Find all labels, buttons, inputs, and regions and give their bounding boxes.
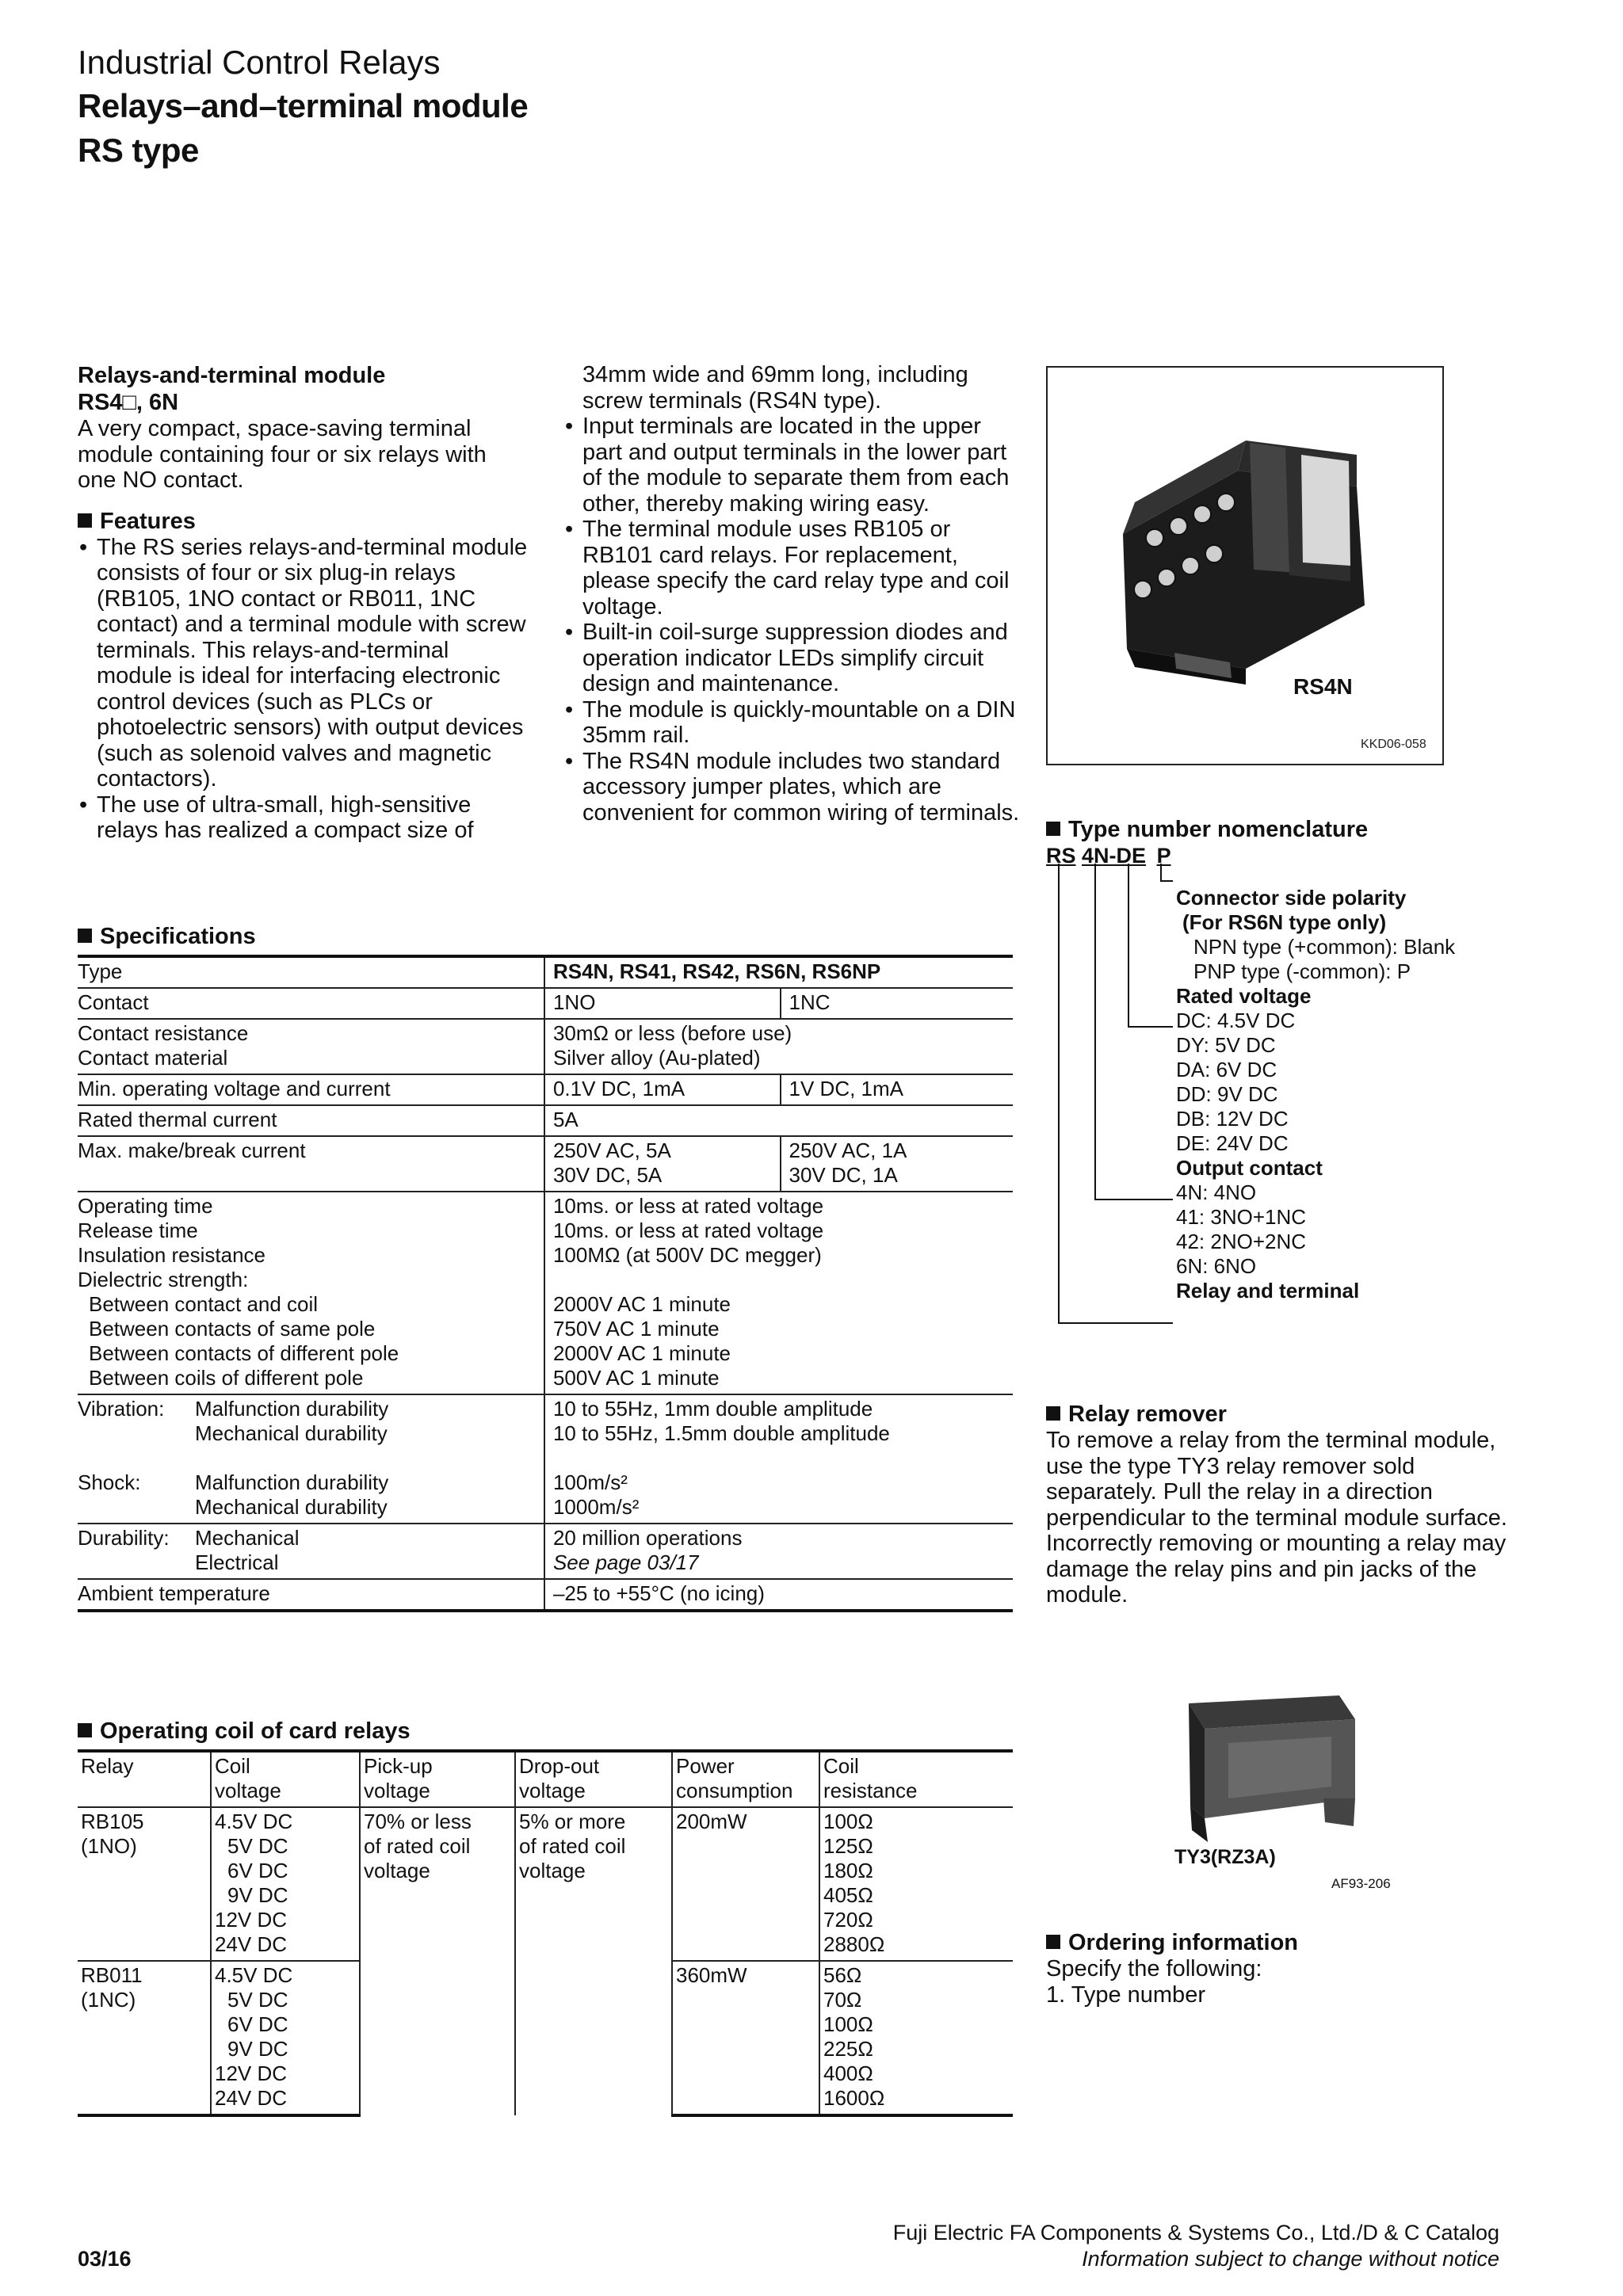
nomen-line: DB: 12V DC	[1176, 1107, 1289, 1131]
nomen-line: DY: 5V DC	[1176, 1033, 1276, 1057]
nomen-line: DC: 4.5V DC	[1176, 1009, 1296, 1032]
footer-company: Fuji Electric FA Components & Systems Co., Ltd./D & C Catalog	[892, 2221, 1499, 2245]
code-part-rs: RS	[1046, 844, 1076, 868]
table-row: Type RS4N, RS41, RS42, RS6N, RS6NP	[78, 956, 1013, 988]
ordering-section	[1046, 1929, 1514, 2008]
ty3-code: AF93-206	[1331, 1876, 1391, 1891]
nomenclature-leader-lines	[1046, 864, 1173, 1339]
feature-item: • Input terminals are located in the upper part and output terminals in the lower part of the module to separate them from each other, thereby making wiring easy.	[563, 414, 1023, 517]
specifications-heading: Specifications	[78, 923, 1013, 950]
coil-table	[78, 1749, 1013, 2117]
feature-item: • The module is quickly-mountable on a DIN 35mm rail.	[563, 697, 1023, 749]
nomen-line: Relay and terminal	[1176, 1279, 1360, 1302]
rs4n-module-image	[1048, 368, 1442, 764]
coil-heading: Operating coil of card relays	[78, 1718, 1013, 1745]
ty3-image-block	[1173, 1688, 1411, 1894]
table-row: RB105 (1NO) 4.5V DC 5V DC 6V DC 9V DC 12V DC 24V DC 70% or less of rated coil voltage 5% or more of rated coil voltage 200mW 100Ω 125Ω 180Ω 405Ω 720Ω 2880Ω	[78, 1807, 1013, 1961]
table-row: RB011 (1NC) 4.5V DC 5V DC 6V DC 9V DC 12V DC 24V DC 360mW 56Ω 70Ω 100Ω 225Ω 400Ω 1600Ω	[78, 1961, 1013, 2115]
nomen-line: DA: 6V DC	[1176, 1058, 1277, 1081]
product-photo-frame	[1046, 366, 1444, 765]
code-part-polarity: P	[1156, 844, 1171, 868]
nomen-line: PNP type (-common): P	[1193, 959, 1411, 983]
header-category: Industrial Control Relays	[78, 44, 441, 81]
intro-section	[78, 362, 529, 844]
intro-description: A very compact, space-saving terminal module containing four or six relays with one NO contact.	[78, 416, 487, 493]
ordering-heading: Ordering information	[1046, 1929, 1514, 1956]
feature-item: • The RS4N module includes two standard accessory jumper plates, which are convenient for common wiring of terminals.	[563, 749, 1023, 826]
square-bullet-icon	[1046, 1406, 1060, 1421]
table-row: Vibration: Malfunction durability Mechanical durability Shock: Malfunction durability Mechanical durability 10 to 55Hz, 1mm double amplitude 10 to 55Hz, 1.5mm double amplitude 100m/s² 1000m/s²	[78, 1394, 1013, 1524]
square-bullet-icon	[1046, 822, 1060, 836]
nomen-line: 4N: 4NO	[1176, 1180, 1257, 1204]
ordering-line-1: Specify the following:	[1046, 1956, 1262, 1981]
square-bullet-icon	[78, 929, 92, 943]
remover-text-1: To remove a relay from the terminal module, use the type TY3 relay remover sold separately. Pull the relay in a direction perpendicular to the terminal module surface.	[1046, 1428, 1507, 1531]
table-row: Rated thermal current 5A	[78, 1105, 1013, 1136]
photo-label: RS4N	[1293, 674, 1353, 699]
header-title: Relays–and–terminal module	[78, 87, 529, 124]
feature-item: • The use of ultra-small, high-sensitive relays has realized a compact size of	[78, 792, 529, 844]
page-header	[78, 41, 528, 173]
feature-item-continued: 34mm wide and 69mm long, including screw terminals (RS4N type).	[582, 362, 968, 414]
nomen-line: (For RS6N type only)	[1182, 910, 1387, 934]
photo-code: KKD06-058	[1361, 738, 1426, 751]
remover-text-2: Incorrectly removing or mounting a relay may damage the relay pins and pin jacks of the module.	[1046, 1531, 1507, 1608]
table-row: Durability: Mechanical Electrical 20 million operations See page 03/17	[78, 1524, 1013, 1579]
remover-heading: Relay remover	[1046, 1401, 1514, 1428]
feature-item: • Built-in coil-surge suppression diodes and operation indicator LEDs simplify circuit design and maintenance.	[563, 620, 1023, 697]
feature-item: • The terminal module uses RB105 or RB101 card relays. For replacement, please specify the card relay type and coil voltage.	[563, 517, 1023, 620]
square-bullet-icon	[78, 513, 92, 528]
table-header-row: Relay Coil voltage Pick-up voltage Drop-out voltage Power consumption Coil resistance	[78, 1751, 1013, 1807]
nomen-line: 42: 2NO+2NC	[1176, 1230, 1307, 1253]
footer-notice: Information subject to change without notice	[1082, 2247, 1499, 2271]
specifications-section	[78, 923, 1013, 1612]
features-continued	[563, 362, 1023, 826]
nomen-line: Output contact	[1176, 1156, 1323, 1180]
page-number: 03/16	[78, 2247, 132, 2271]
square-bullet-icon	[78, 1723, 92, 1737]
nomenclature-heading: Type number nomenclature	[1046, 816, 1537, 843]
code-part-contact-voltage: 4N-DE	[1082, 844, 1147, 868]
footer-info	[893, 2220, 1499, 2272]
table-row: Contact resistance Contact material 30mΩ or less (before use) Silver alloy (Au-plated)	[78, 1019, 1013, 1074]
nomen-line: Connector side polarity	[1176, 886, 1407, 910]
coil-section	[78, 1718, 1013, 2117]
nomen-line: Rated voltage	[1176, 984, 1312, 1008]
table-row: Ambient temperature –25 to +55°C (no icing)	[78, 1579, 1013, 1611]
nomen-line: DD: 9V DC	[1176, 1082, 1278, 1106]
table-row: Operating time Release time Insulation resistance Dielectric strength: Between contact and coil Between contacts of same pole Between contacts of different pole Between coils of different pole 10ms. or less at rated voltage 10ms. or less at rated voltage 100MΩ (at 500V DC megger) 2000V AC 1 minute 750V AC 1 minute 2000V AC 1 minute 500V AC 1 minute	[78, 1192, 1013, 1394]
nomen-line: DE: 24V DC	[1176, 1131, 1289, 1155]
nomenclature-list	[1176, 886, 1541, 1303]
table-row: Max. make/break current 250V AC, 5A 30V DC, 5A 250V AC, 1A 30V DC, 1A	[78, 1136, 1013, 1192]
nomenclature-section	[1046, 816, 1537, 1302]
ordering-line-2: 1. Type number	[1046, 1981, 1205, 2008]
intro-model: RS4□, 6N	[78, 390, 179, 415]
features-heading: Features	[78, 508, 529, 535]
ty3-label: TY3(RZ3A)	[1174, 1846, 1276, 1868]
intro-title: Relays-and-terminal module	[78, 363, 386, 388]
remover-section	[1046, 1401, 1514, 1608]
features-list	[78, 535, 529, 844]
feature-item: • The RS series relays-and-terminal module consists of four or six plug-in relays (RB105, 1NO contact or RB011, 1NC contact) and a terminal module with screw terminals. This relays-and-terminal module is ideal for interfacing electronic control devices (such as PLCs or photoelectric sensors) with output devices (such as solenoid valves and magnetic contactors).	[78, 535, 529, 792]
header-subtitle: RS type	[78, 132, 199, 169]
table-row: Contact 1NO 1NC	[78, 988, 1013, 1019]
table-row: Min. operating voltage and current 0.1V DC, 1mA 1V DC, 1mA	[78, 1074, 1013, 1105]
nomen-line: 41: 3NO+1NC	[1176, 1205, 1307, 1229]
nomen-line: 6N: 6NO	[1176, 1254, 1257, 1278]
square-bullet-icon	[1046, 1935, 1060, 1949]
specifications-table	[78, 955, 1013, 1612]
ty3-relay-remover-image	[1173, 1688, 1411, 1846]
nomen-line: NPN type (+common): Blank	[1193, 935, 1456, 959]
